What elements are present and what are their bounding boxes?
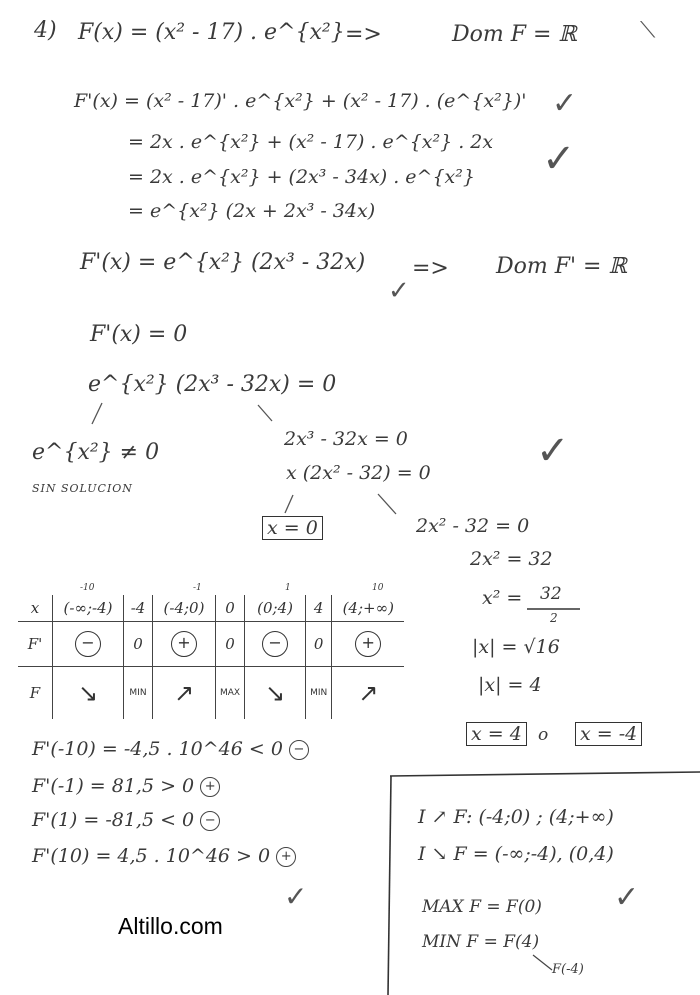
sign-cell: 0 — [216, 622, 245, 667]
sign-cell: − — [75, 631, 101, 657]
sign-cell: 0 — [306, 622, 332, 667]
sign-table — [18, 595, 404, 719]
extremum-cell: MIN — [124, 667, 153, 720]
table-header: (-∞;-4) — [53, 595, 124, 622]
derivative-line-4: = e^{x²} (2x + 2x³ - 34x) — [128, 200, 376, 222]
derivative-line-1: F'(x) = (x² - 17)' . e^{x²} + (x² - 17) . (e^{x²})' — [74, 90, 527, 112]
domain-f-prime: Dom F' = ℝ — [496, 254, 627, 279]
square-eq-1: 2x² - 32 = 0 — [416, 515, 530, 537]
table-header: (0;4) — [245, 595, 306, 622]
abs-sqrt: |x| = √16 — [472, 636, 560, 658]
square-eq-3-left: x² = — [482, 587, 523, 609]
sign-cell: − — [262, 631, 288, 657]
table-header: 4 — [306, 595, 332, 622]
function-definition: F(x) = (x² - 17) . e^{x²} — [78, 20, 345, 45]
check-icon: ✓ — [552, 86, 578, 121]
no-solution-label: SIN SOLUCION — [32, 482, 133, 495]
derivative-result: F'(x) = e^{x²} (2x³ - 32x) — [80, 250, 366, 275]
table-header: -4 — [124, 595, 153, 622]
problem-number: 4) — [34, 18, 57, 43]
evaluation-row — [32, 775, 220, 797]
evaluation-expr: F'(1) = -81,5 < 0 — [32, 809, 195, 831]
maximum: MAX F = F(0) — [422, 897, 542, 917]
check-icon: ✓ — [284, 880, 308, 913]
row-label: F' — [18, 622, 53, 667]
evaluation-expr: F'(10) = 4,5 . 10^46 > 0 — [32, 845, 271, 867]
minimum: MIN F = F(4) — [422, 932, 540, 952]
root-zero: x = 0 — [262, 516, 323, 540]
abs-four: |x| = 4 — [478, 674, 542, 696]
sign-cell: 0 — [124, 622, 153, 667]
evaluation-sign: − — [200, 811, 220, 831]
trend-cell: ↘ — [53, 667, 124, 720]
check-icon: ✓ — [388, 276, 410, 306]
table-header: 0 — [216, 595, 245, 622]
trend-cell: ↗ — [153, 667, 216, 720]
extremum-cell: MIN — [306, 667, 332, 720]
fraction-numerator: 32 — [540, 584, 562, 604]
sign-cell: + — [355, 631, 381, 657]
evaluation-sign: + — [276, 847, 296, 867]
poly-eq-1: 2x³ - 32x = 0 — [284, 428, 408, 450]
minimum-second: F(-4) — [552, 962, 584, 977]
increasing-intervals: I ↗ F: (-4;0) ; (4;+∞) — [418, 806, 614, 828]
or-label: o — [538, 725, 549, 745]
exp-nonzero: e^{x²} ≠ 0 — [32, 440, 160, 465]
fraction-denominator: 2 — [550, 611, 558, 625]
square-eq-2: 2x² = 32 — [470, 548, 553, 570]
watermark-logo: Altillo.com — [118, 913, 223, 939]
evaluation-row — [32, 845, 296, 867]
check-icon: ✓ — [614, 880, 640, 915]
check-icon: ✓ — [542, 136, 576, 182]
critical-eq-1: F'(x) = 0 — [90, 322, 188, 347]
domain-f: Dom F = ℝ — [452, 22, 577, 47]
evaluation-row — [32, 809, 220, 831]
test-point: -1 — [193, 583, 202, 593]
root-positive: x = 4 — [466, 722, 527, 746]
tick-mark-icon: ⟍ — [640, 18, 656, 43]
evaluation-expr: F'(-10) = -4,5 . 10^46 < 0 — [32, 738, 283, 760]
sign-cell: + — [171, 631, 197, 657]
poly-eq-2: x (2x² - 32) = 0 — [286, 462, 431, 484]
extremum-cell: MAX — [216, 667, 245, 720]
decreasing-intervals: I ↘ F = (-∞;-4), (0,4) — [418, 843, 614, 865]
trend-cell: ↗ — [358, 679, 379, 707]
test-point: 1 — [285, 583, 291, 593]
table-header: x — [18, 595, 53, 622]
evaluation-sign: + — [200, 777, 220, 797]
implies-arrow: => — [412, 256, 449, 281]
root-negative: x = -4 — [575, 722, 642, 746]
table-header: (4;+∞) — [332, 595, 405, 622]
row-label: F — [18, 667, 53, 720]
table-header: (-4;0) — [153, 595, 216, 622]
evaluation-row — [32, 738, 309, 760]
test-point: -10 — [80, 583, 95, 593]
critical-eq-2: e^{x²} (2x³ - 32x) = 0 — [88, 372, 337, 397]
evaluation-sign: − — [289, 740, 309, 760]
evaluation-expr: F'(-1) = 81,5 > 0 — [32, 775, 195, 797]
derivative-line-2: = 2x . e^{x²} + (x² - 17) . e^{x²} . 2x — [128, 131, 494, 153]
test-point: 10 — [372, 583, 384, 593]
check-icon: ✓ — [536, 428, 570, 474]
derivative-line-3: = 2x . e^{x²} + (2x³ - 34x) . e^{x²} — [128, 166, 475, 188]
trend-cell: ↘ — [245, 667, 306, 720]
implies-arrow: => — [345, 22, 382, 47]
